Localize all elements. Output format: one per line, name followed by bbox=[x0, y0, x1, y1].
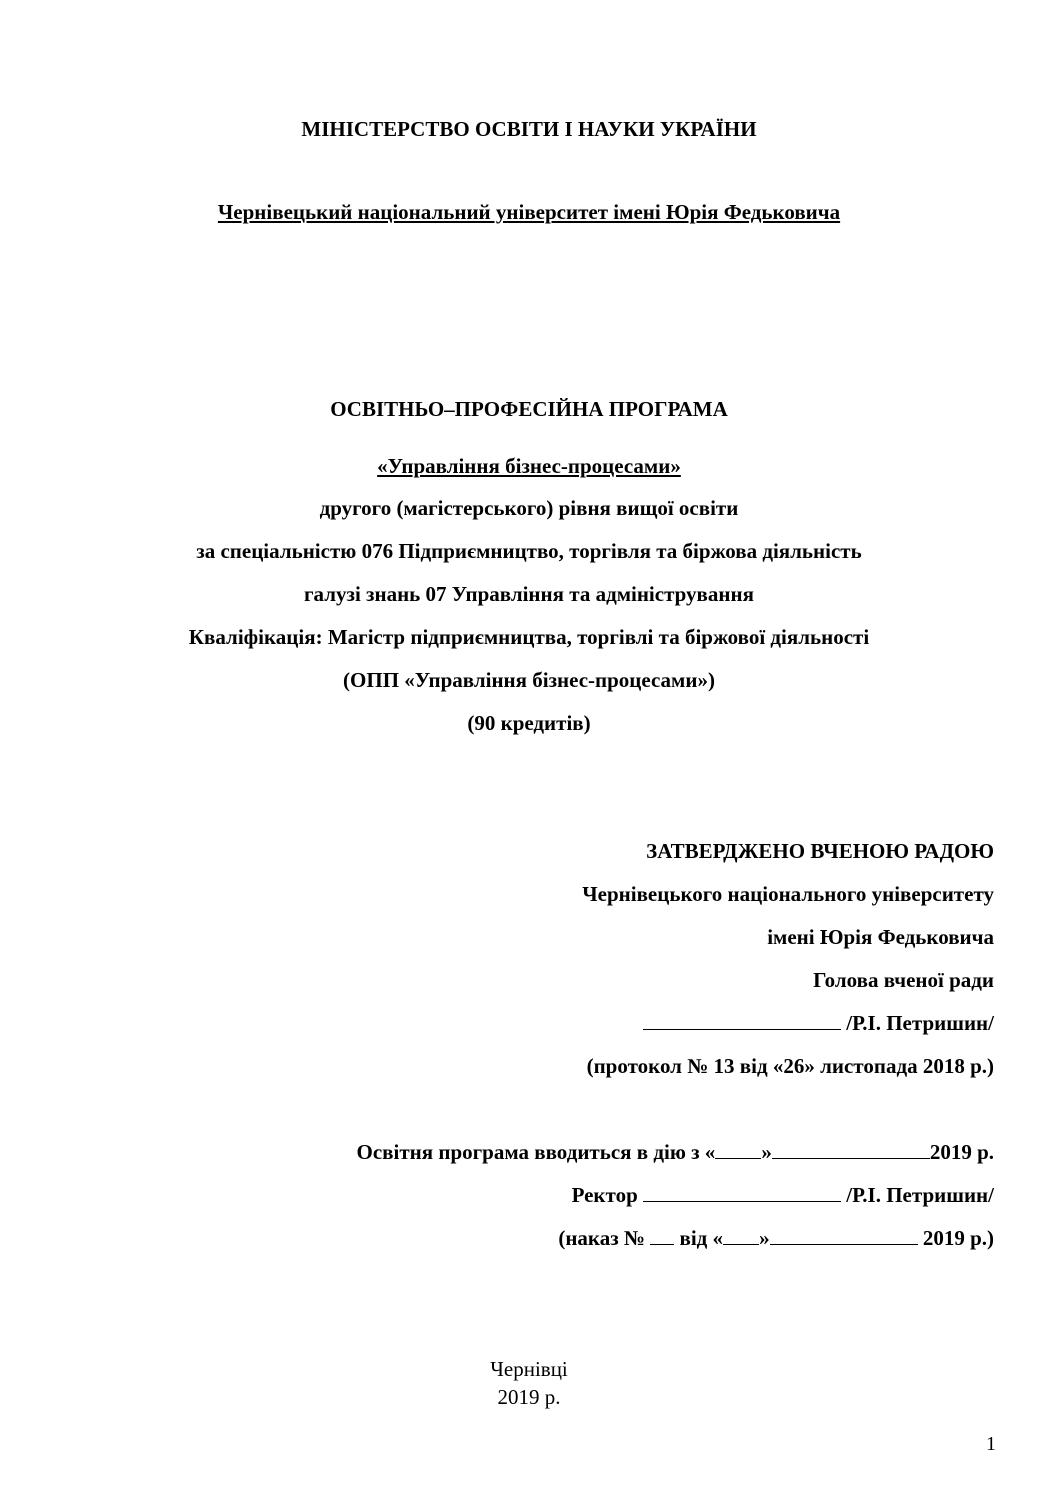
order-number-blank bbox=[650, 1227, 674, 1245]
ministry-heading: МІНІСТЕРСТВО ОСВІТИ І НАУКИ УКРАЇНИ bbox=[301, 117, 757, 141]
order-month-blank bbox=[770, 1227, 918, 1245]
program-name: «Управління бізнес-процесами» bbox=[377, 454, 681, 478]
enactment-year: 2019 р. bbox=[929, 1140, 994, 1164]
approval-org-line1: Чернівецького національного університету bbox=[582, 882, 994, 906]
order-year: 2019 р.) bbox=[922, 1226, 994, 1250]
approval-protocol: (протокол № 13 від «26» листопада 2018 р.) bbox=[586, 1054, 994, 1078]
program-abbreviation: (ОПП «Управління бізнес-процесами») bbox=[343, 668, 715, 692]
approval-role: Голова вченої ради bbox=[813, 968, 994, 992]
order-day-blank bbox=[723, 1227, 759, 1245]
order-mid: » bbox=[759, 1226, 770, 1250]
approval-org-line2: імені Юрія Федьковича bbox=[767, 925, 994, 949]
enactment-prefix: Освітня програма вводиться в дію з « bbox=[356, 1140, 716, 1164]
page-number: 1 bbox=[986, 1433, 996, 1455]
program-level: другого (магістерського) рівня вищої освіти bbox=[319, 496, 739, 520]
footer-year: 2019 р. bbox=[497, 1385, 561, 1409]
program-field: галузі знань 07 Управління та адміністрування bbox=[304, 582, 754, 606]
enactment-day-blank bbox=[715, 1141, 761, 1159]
program-credits: (90 кредитів) bbox=[467, 711, 591, 735]
approval-signature-name: /Р.І. Петришин/ bbox=[846, 1011, 994, 1035]
footer-city: Чернівці bbox=[490, 1357, 568, 1381]
rector-name: /Р.І. Петришин/ bbox=[846, 1183, 994, 1207]
enactment-month-blank bbox=[772, 1141, 930, 1159]
order-prefix: (наказ № bbox=[558, 1226, 645, 1250]
order-line bbox=[558, 1225, 994, 1251]
approval-heading: ЗАТВЕРДЖЕНО ВЧЕНОЮ РАДОЮ bbox=[646, 839, 994, 863]
enactment-mid: » bbox=[761, 1140, 772, 1164]
rector-line bbox=[572, 1182, 994, 1208]
university-name: Чернівецький національний університет імені Юрія Федьковича bbox=[217, 200, 841, 224]
rector-signature-blank bbox=[643, 1184, 841, 1202]
program-specialty: за спеціальністю 076 Підприємництво, торгівля та біржова діяльність bbox=[196, 539, 862, 563]
program-qualification: Кваліфікація: Магістр підприємництва, торгівлі та біржової діяльності bbox=[188, 625, 870, 649]
enactment-line bbox=[357, 1139, 995, 1165]
order-from: від « bbox=[679, 1226, 724, 1250]
rector-label: Ректор bbox=[571, 1183, 638, 1207]
program-title: ОСВІТНЬО–ПРОФЕСІЙНА ПРОГРАМА bbox=[330, 397, 728, 421]
signature-blank bbox=[643, 1012, 841, 1030]
approval-signature-line bbox=[643, 1010, 994, 1036]
